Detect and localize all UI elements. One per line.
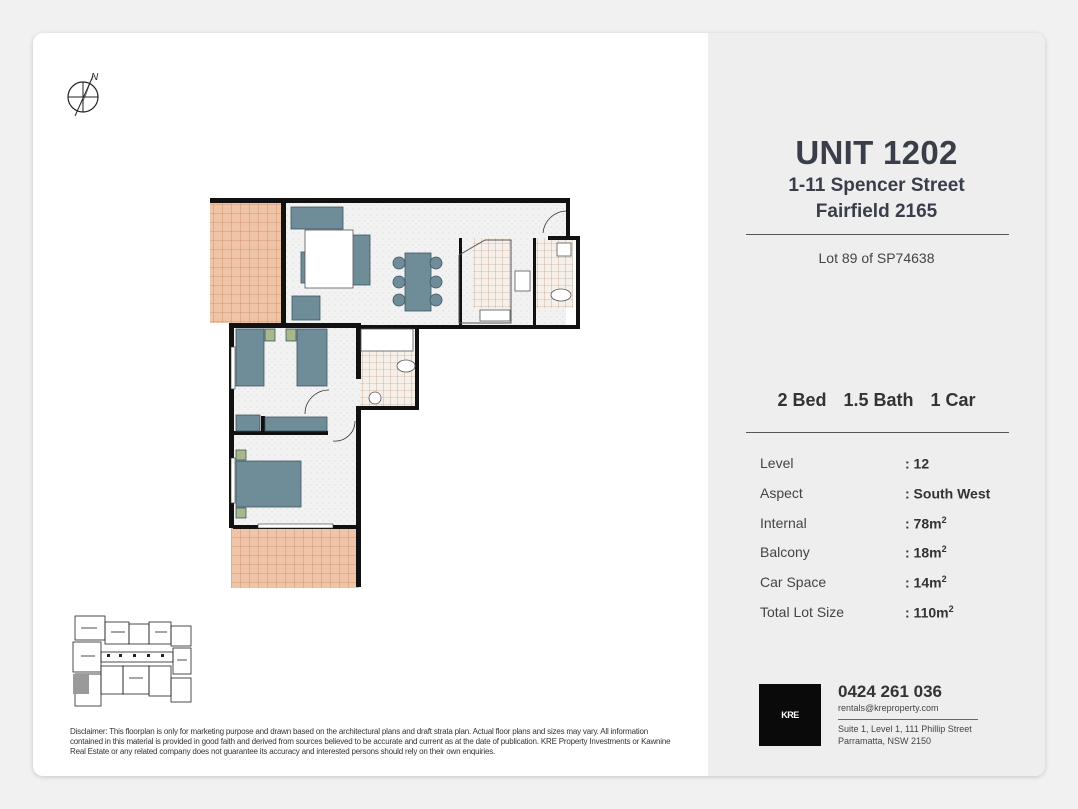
spec-label: Total Lot Size xyxy=(760,604,845,620)
bedroom-balcony xyxy=(231,528,359,588)
kitchen-floor xyxy=(473,238,511,308)
spec-label: Aspect xyxy=(760,485,803,501)
divider xyxy=(746,432,1009,433)
stove xyxy=(515,271,530,291)
ensuite-basin xyxy=(551,289,571,301)
spec-row-car-space xyxy=(760,574,1030,594)
spec-label: Car Space xyxy=(760,574,827,590)
floorplan-sheet xyxy=(33,33,1045,776)
spec-value: : $78m^2$ xyxy=(905,515,947,532)
bathroom-toilet xyxy=(369,392,381,404)
spec-row-level xyxy=(760,455,1030,475)
spec-row-aspect xyxy=(760,485,1030,505)
office-address-line2: Parramatta, NSW 2150 xyxy=(838,736,932,746)
sink xyxy=(480,310,510,321)
spec-label: Internal xyxy=(760,515,807,531)
unit-title: UNIT 1202 xyxy=(795,134,958,171)
ensuite-toilet xyxy=(557,243,571,256)
car-count: 1 Car xyxy=(930,390,976,410)
unit-info-panel xyxy=(708,33,1045,776)
bathroom-basin xyxy=(397,360,415,372)
window xyxy=(231,347,235,389)
divider xyxy=(746,234,1009,235)
disclaimer-text: Disclaimer: This floorplan is only for marketing purpose and drawn based on the architectural plans and draft strata plan. Actual floor plans and sizes may vary. All information contained in this material is provided in good faith and derived from sources believed to be accurate and current as at the date of publication. KRE Property Investments or Kawnine Real Estate or any related company does not guarantee its accuracy and interested persons should rely on their own enquiries. xyxy=(70,727,671,756)
coffee-table xyxy=(305,230,353,288)
spec-value: : $110m^2$ xyxy=(905,604,954,621)
office-address-line1: Suite 1, Level 1, 111 Phillip Street xyxy=(838,724,972,734)
beds-count: 2 Bed xyxy=(777,390,827,410)
bathtub xyxy=(361,329,413,351)
building-key-plan xyxy=(67,608,197,716)
spec-value: : $14m^2$ xyxy=(905,574,947,591)
spec-label: Level xyxy=(760,455,794,471)
spec-value: : 12 xyxy=(905,455,930,472)
divider xyxy=(838,719,978,720)
living-balcony xyxy=(210,201,281,323)
spec-row-total-lot-size xyxy=(760,604,1030,624)
spec-label: Balcony xyxy=(760,544,810,560)
address-suburb: Fairfield 2165 xyxy=(815,201,938,222)
email-address[interactable]: rentals@kreproperty.com xyxy=(838,703,939,713)
spec-row-balcony xyxy=(760,544,1030,564)
compass-north-label: N xyxy=(91,72,99,83)
lot-number: Lot 89 of SP74638 xyxy=(818,250,935,266)
address-street: 1-11 Spencer Street xyxy=(788,175,965,196)
bed-bath-car-summary xyxy=(708,390,1045,411)
spec-row-internal xyxy=(760,515,1030,535)
kre-logo: KRE xyxy=(759,684,821,746)
baths-count: 1.5 Bath xyxy=(843,390,914,410)
spec-value: : South West xyxy=(905,485,991,502)
window xyxy=(258,524,333,528)
phone-number[interactable]: 0424 261 036 xyxy=(838,682,942,701)
floor-plan xyxy=(33,33,708,633)
window xyxy=(231,458,235,503)
spec-value: : $18m^2$ xyxy=(905,544,947,561)
